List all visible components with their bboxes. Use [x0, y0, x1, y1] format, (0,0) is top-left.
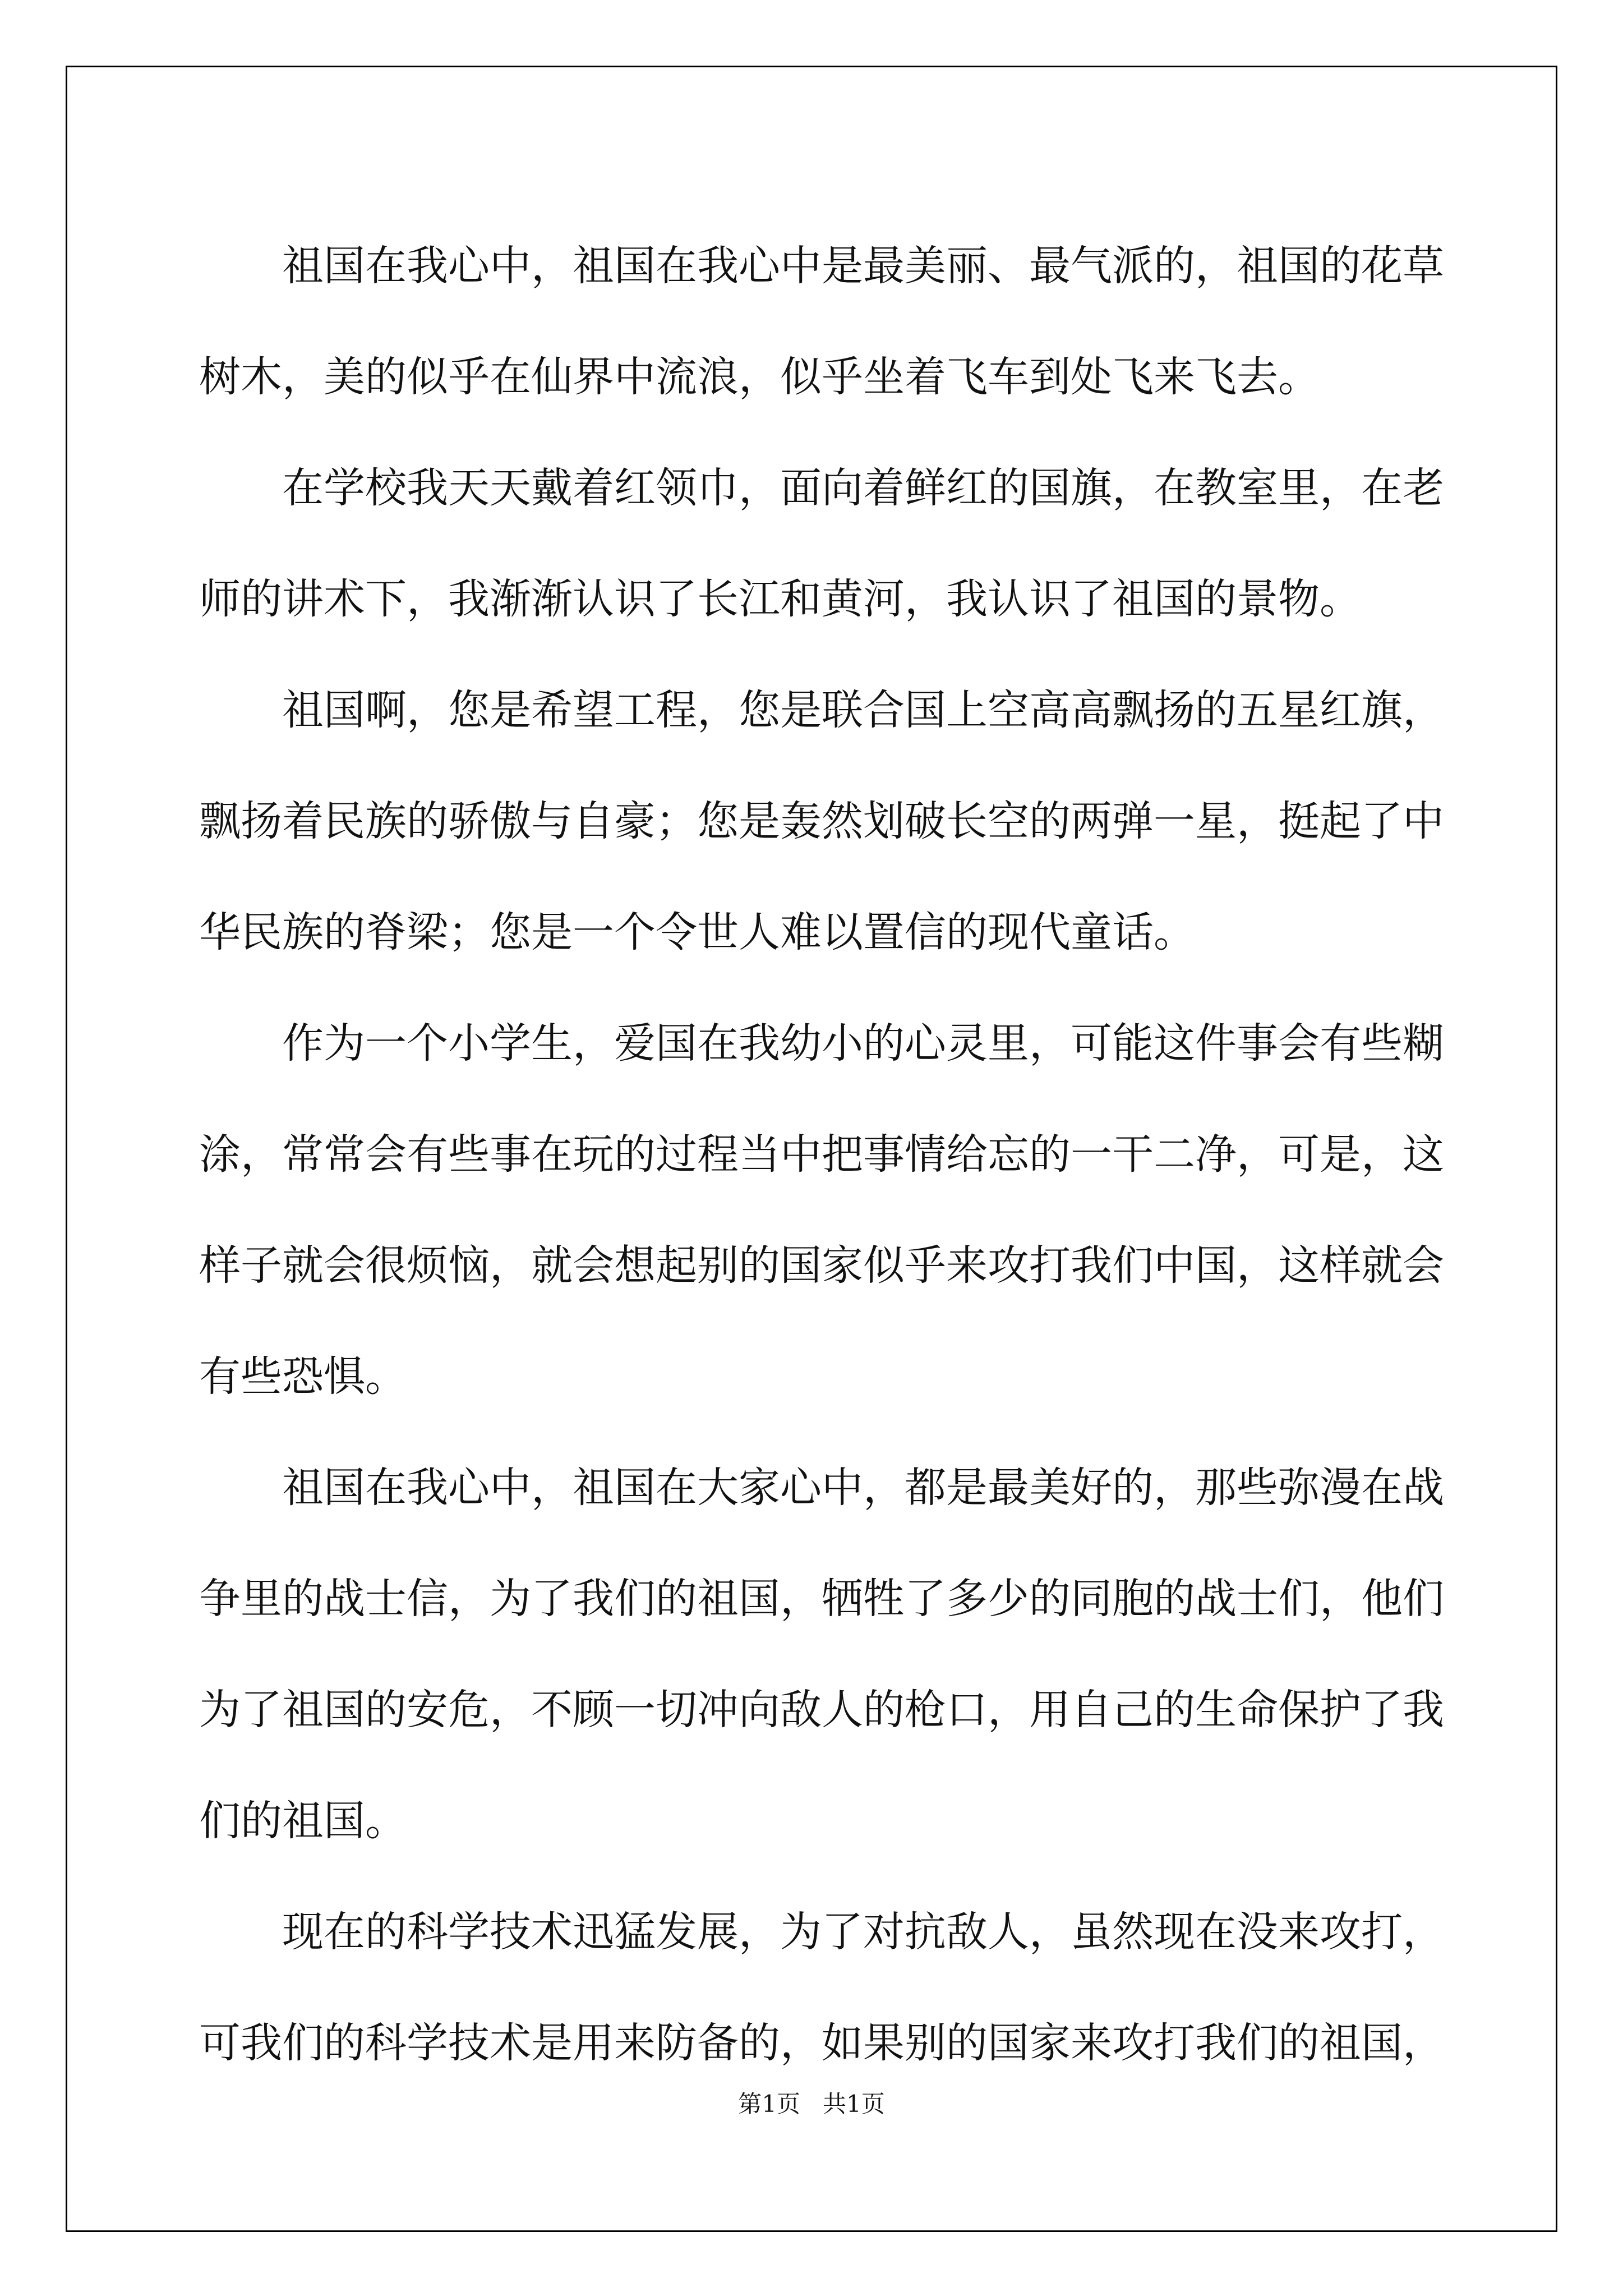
paragraph-6-line-2: 可我们的科学技术是用来防备的，如果别的国家来攻打我们的祖国，: [199, 2019, 1444, 2067]
paragraph-5-line-1: 祖国在我心中，祖国在大家心中，都是最美好的，那些弥漫在战: [282, 1464, 1444, 1512]
paragraph-3-line-1: 祖国啊，您是希望工程，您是联合国上空高高飘扬的五星红旗，: [282, 686, 1444, 734]
paragraph-3-line-3: 华民族的脊梁；您是一个令世人难以置信的现代童话。: [199, 908, 1195, 956]
page-number: 第1页: [738, 2090, 800, 2118]
paragraph-4-line-2: 涂，常常会有些事在玩的过程当中把事情给忘的一干二净，可是，这: [199, 1130, 1444, 1179]
paragraph-6-line-1: 现在的科学技术迅猛发展，为了对抗敌人，虽然现在没来攻打，: [282, 1908, 1444, 1956]
page-total: 共1页: [823, 2090, 885, 2118]
paragraph-5-line-3: 为了祖国的安危，不顾一切冲向敌人的枪口，用自己的生命保护了我: [199, 1686, 1444, 1734]
paragraph-2-line-2: 师的讲术下，我渐渐认识了长江和黄河，我认识了祖国的景物。: [199, 575, 1361, 623]
paragraph-4-line-3: 样子就会很烦恼，就会想起别的国家似乎来攻打我们中国，这样就会: [199, 1241, 1444, 1290]
page-footer: [0, 2086, 1623, 2119]
paragraph-5-line-2: 争里的战士信，为了我们的祖国，牺牲了多少的同胞的战士们，他们: [199, 1575, 1444, 1623]
paragraph-4-line-1: 作为一个小学生，爱国在我幼小的心灵里，可能这件事会有些糊: [282, 1019, 1444, 1068]
paragraph-1-line-2: 树木，美的似乎在仙界中流浪，似乎坐着飞车到处飞来飞去。: [199, 353, 1320, 401]
paragraph-2-line-1: 在学校我天天戴着红领巾，面向着鲜红的国旗，在教室里，在老: [282, 464, 1444, 512]
paragraph-1-line-1: 祖国在我心中，祖国在我心中是最美丽、最气派的，祖国的花草: [282, 242, 1444, 290]
document-body: [199, 210, 1444, 2099]
paragraph-5-line-4: 们的祖国。: [199, 1797, 407, 1845]
paragraph-3-line-2: 飘扬着民族的骄傲与自豪；您是轰然划破长空的两弹一星，挺起了中: [199, 797, 1444, 845]
footer-spacer: [800, 2090, 823, 2118]
paragraph-4-line-4: 有些恐惧。: [199, 1352, 407, 1401]
